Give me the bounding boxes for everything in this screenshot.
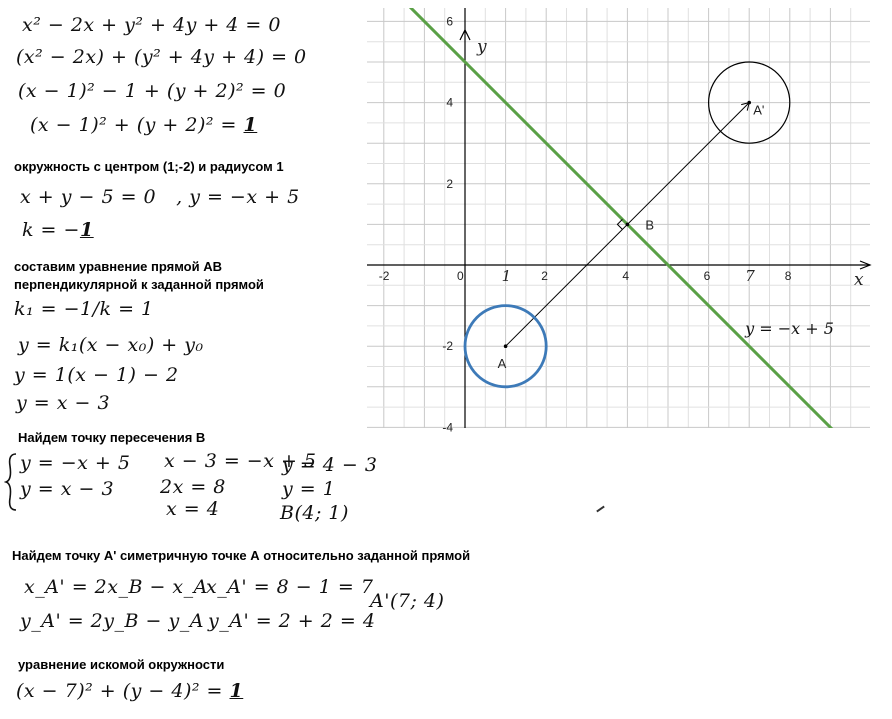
line-label: y = −x + 5 — [745, 319, 834, 339]
a-prime-result: A'(7; 4) — [370, 590, 445, 612]
ab-eq-line-3: y = 1(x − 1) − 2 — [14, 364, 179, 386]
point-A' — [747, 101, 751, 105]
b-result-1: y = 4 − 3 — [282, 454, 378, 476]
a-formula-x: x_A' = 2x_B − x_A — [24, 576, 208, 598]
a-value-y: y_A' = 2 + 2 = 4 — [208, 610, 376, 632]
b-note: Найдем точку пересечения В — [18, 430, 206, 445]
line-eq-k-value: 1 — [79, 219, 94, 241]
x-hand-mark-7: 7 — [745, 267, 755, 285]
point-label-b: B — [645, 217, 655, 233]
ab-eq-k1: k₁ = −1/k = 1 — [14, 298, 154, 320]
final-note: уравнение искомой окружности — [18, 657, 225, 672]
b-result-point: B(4; 1) — [280, 502, 349, 524]
point-B — [626, 223, 630, 227]
x-tick-label: -2 — [378, 269, 390, 283]
point-label-a-prime: A' — [753, 102, 765, 118]
b-system-eq-2: y = x − 3 — [20, 478, 115, 500]
b-solve-2: 2x = 8 — [160, 476, 226, 498]
circle-eq-radius: 1 — [243, 114, 258, 136]
point-label-a: A — [497, 356, 507, 372]
x-tick-label: 6 — [703, 269, 711, 283]
y-tick-label: 6 — [446, 14, 453, 29]
ab-note-line-2: перпендикулярной к заданной прямой — [14, 277, 264, 292]
circle-eq-line-4 — [30, 114, 257, 136]
ab-note-line-1: составим уравнение прямой AB — [14, 259, 222, 274]
x-tick-label: 8 — [784, 269, 792, 283]
line-eq-1 — [20, 186, 300, 208]
circle-eq-line-3: (x − 1)² − 1 + (y + 2)² = 0 — [18, 80, 287, 102]
final-equation-rhs: 1 — [229, 680, 244, 702]
y-tick-label: -2 — [442, 339, 453, 354]
y-tick-label: -4 — [442, 420, 453, 435]
y-tick-label: 4 — [446, 95, 453, 110]
b-solve-1: x − 3 = −x + 5 — [164, 450, 317, 472]
line-eq-general: x + y − 5 = 0 — [20, 186, 157, 208]
ab-eq-line-4: y = x − 3 — [16, 392, 111, 414]
a-prime-note: Найдем точку А' симетричную точке А относительно заданной прямой — [12, 548, 471, 563]
x-tick-label: 0 — [457, 269, 464, 283]
ab-eq-line-2: y = k₁(x − x₀) + y₀ — [18, 334, 204, 356]
circle-eq-line-2: (x² − 2x) + (y² + 4y + 4) = 0 — [16, 46, 307, 68]
final-equation — [16, 680, 243, 702]
y-axis-label: y — [477, 37, 487, 57]
a-value-x: x_A' = 8 − 1 = 7 — [206, 576, 374, 598]
x-axis-label: x — [854, 270, 864, 290]
point-A — [504, 344, 508, 348]
circle-eq-line-4-lhs: (x − 1)² + (y + 2)² = — [30, 114, 237, 136]
system-brace-icon — [4, 452, 18, 512]
b-solve-3: x = 4 — [166, 498, 220, 520]
b-system-eq-1: y = −x + 5 — [20, 452, 131, 474]
line-eq-k-label: k = − — [22, 219, 80, 241]
circle-eq-line-1: x² − 2x + y² + 4y + 4 = 0 — [22, 14, 281, 36]
b-result-2: y = 1 — [282, 478, 336, 500]
circle-note: окружность с центром (1;-2) и радиусом 1 — [14, 159, 284, 174]
y-tick-label: 2 — [446, 176, 453, 191]
x-hand-mark-1: 1 — [501, 267, 512, 285]
final-equation-lhs: (x − 7)² + (y − 4)² = — [16, 680, 223, 702]
line-eq-2 — [22, 219, 94, 241]
x-tick-label: 4 — [622, 269, 630, 283]
a-formula-y: y_A' = 2y_B − y_A — [20, 610, 204, 632]
line-eq-slope-form: , y = −x + 5 — [176, 186, 300, 208]
x-tick-label: 2 — [541, 269, 548, 283]
line-y-eq-neg-x-plus-5 — [368, 0, 871, 468]
